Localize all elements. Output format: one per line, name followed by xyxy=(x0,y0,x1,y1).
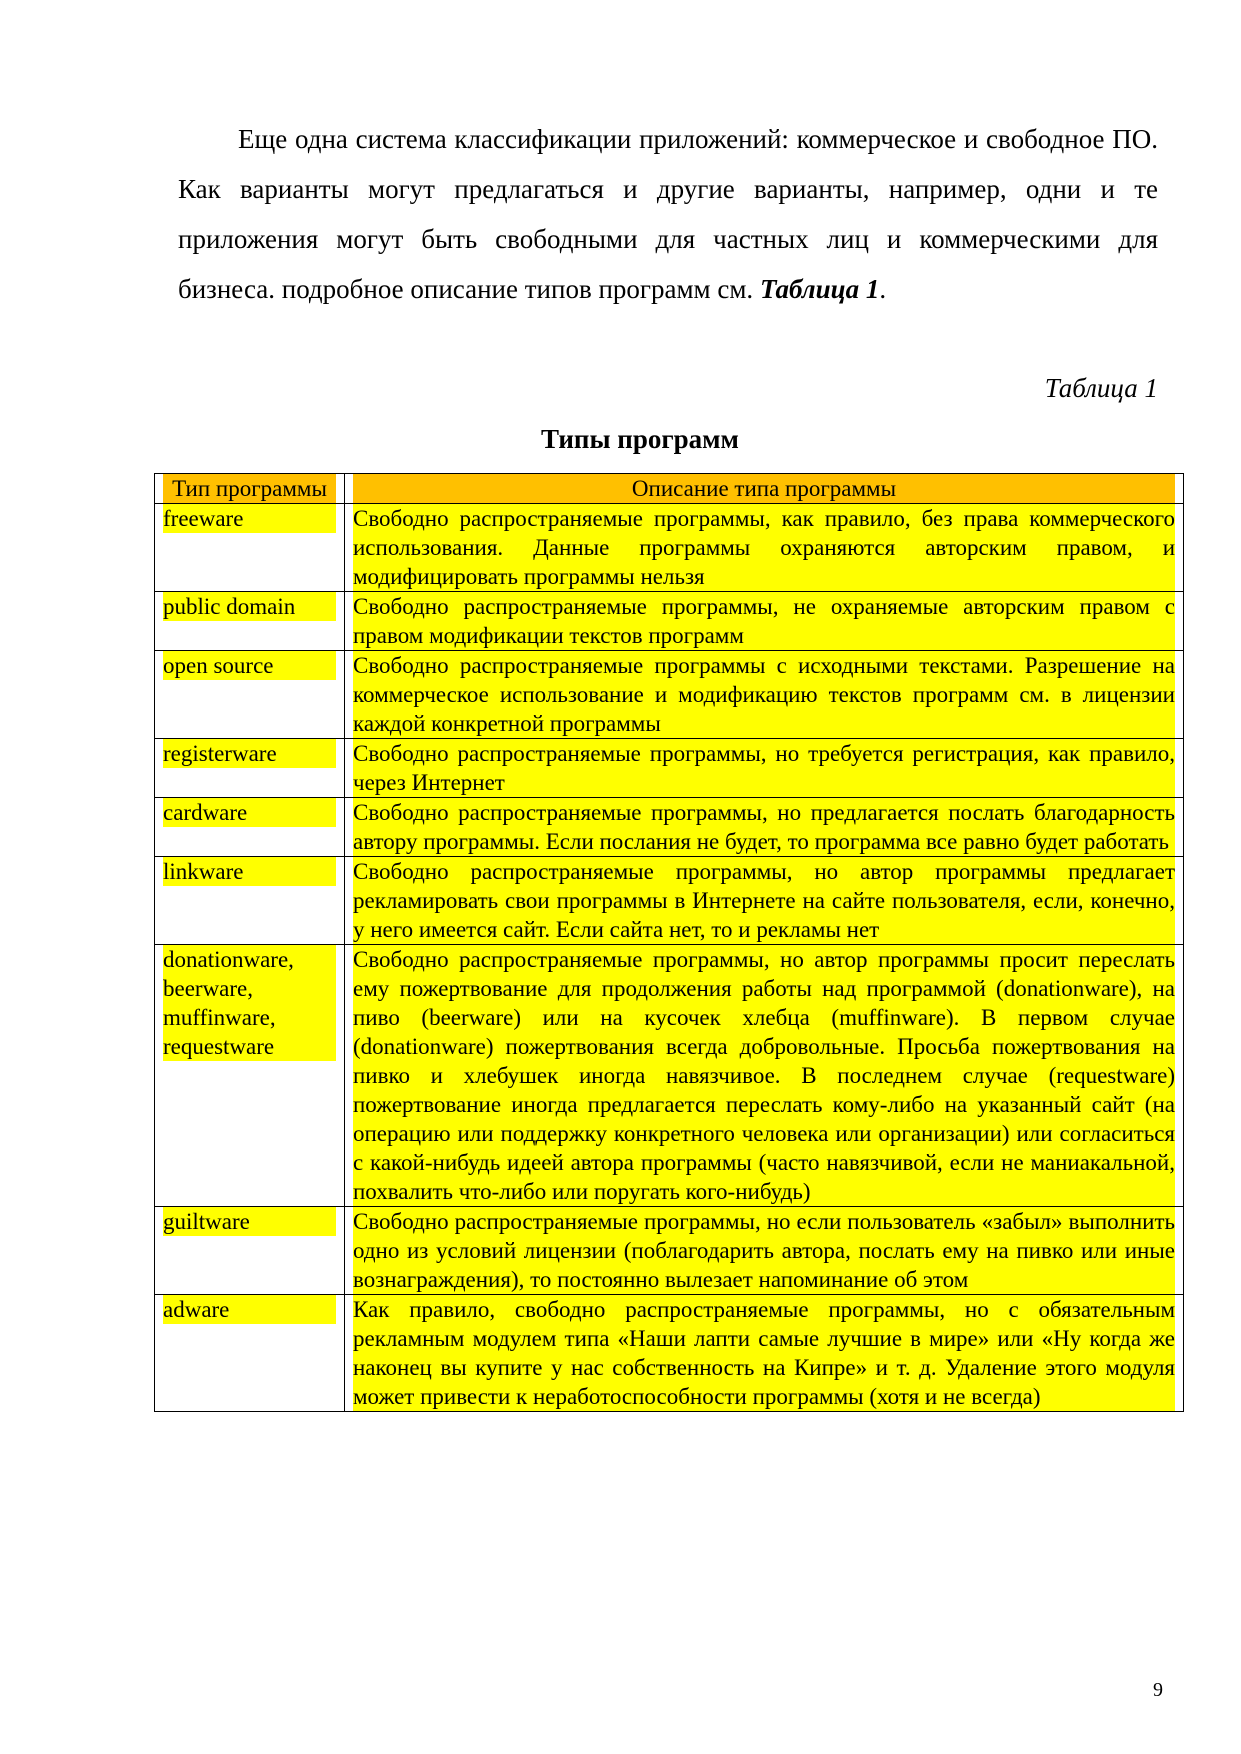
table-reference: Таблица 1 xyxy=(759,274,880,304)
header-type-cell xyxy=(155,474,345,504)
program-description: Свободно распространяемые программы, но требуется регистрация, как правило, через Интернет xyxy=(353,741,1175,795)
program-types-table xyxy=(154,473,1184,1412)
program-type: freeware xyxy=(163,504,336,533)
type-cell xyxy=(155,739,345,798)
description-cell xyxy=(345,504,1184,592)
type-cell xyxy=(155,857,345,945)
table-row xyxy=(155,592,1184,651)
table-row xyxy=(155,504,1184,592)
table-header-row xyxy=(155,474,1184,504)
description-cell xyxy=(345,1207,1184,1295)
header-type: Тип программы xyxy=(163,474,336,503)
intro-end: . xyxy=(879,274,887,304)
type-cell xyxy=(155,504,345,592)
description-cell xyxy=(345,798,1184,857)
table-row xyxy=(155,651,1184,739)
program-type: public domain xyxy=(163,592,336,621)
type-cell xyxy=(155,1295,345,1412)
header-description-cell xyxy=(345,474,1184,504)
program-type: registerware xyxy=(163,739,336,768)
program-description: Как правило, свободно распространяемые программы, но с обязательным рекламным модулем типа «Наши лапти самые лучшие в мире» или «Ну когда же наконец вы купите у нас собственность на Кипре» и т. д. Удаление этого модуля может привести к неработоспособности программы (хотя и не всегда) xyxy=(353,1297,1175,1409)
type-cell xyxy=(155,651,345,739)
description-cell xyxy=(345,1295,1184,1412)
program-description: Свободно распространяемые программы, но если пользователь «забыл» выполнить одно из условий лицензии (поблагодарить автора, послать ему на пивко или иные вознаграждения), то постоянно вылезает напоминание об этом xyxy=(353,1209,1175,1292)
header-description: Описание типа программы xyxy=(353,474,1175,503)
type-cell xyxy=(155,1207,345,1295)
table-title: Типы программ xyxy=(541,424,739,454)
table-row xyxy=(155,739,1184,798)
page-number: 9 xyxy=(1153,1679,1163,1701)
program-type: adware xyxy=(163,1295,336,1324)
table-row xyxy=(155,1207,1184,1295)
program-type: linkware xyxy=(163,857,336,886)
description-cell xyxy=(345,945,1184,1207)
description-cell xyxy=(345,739,1184,798)
program-description: Свободно распространяемые программы, не охраняемые авторским правом с правом модификации текстов программ xyxy=(353,594,1175,648)
description-cell xyxy=(345,857,1184,945)
program-type: guiltware xyxy=(163,1207,336,1236)
table-row xyxy=(155,857,1184,945)
description-cell xyxy=(345,651,1184,739)
table-row xyxy=(155,798,1184,857)
program-description: Свободно распространяемые программы, но автор программы предлагает рекламировать свои программы в Интернете на сайте пользователя, если, конечно, у него имеется сайт. Если сайта нет, то и рекламы нет xyxy=(353,859,1175,942)
program-description: Свободно распространяемые программы, но предлагается послать благодарность автору программы. Если послания не будет, то программа все равно будет работать xyxy=(353,800,1175,854)
program-description: Свободно распространяемые программы, как правило, без права коммерческого использования. Данные программы охраняются авторским правом, и модифицировать программы нельзя xyxy=(353,506,1175,589)
table-row xyxy=(155,945,1184,1207)
type-cell xyxy=(155,798,345,857)
type-cell xyxy=(155,945,345,1207)
table-number: Таблица 1 xyxy=(1044,373,1158,403)
program-type: donationware, beerware, muffinware, requestware xyxy=(163,945,336,1061)
program-description: Свободно распространяемые программы, но автор программы просит переслать ему пожертвование для продолжения работы над программой (donationware), на пиво (beerware) или на кусочек хлебца (muffinware). В первом случае (donationware) пожертвования всегда добровольные. Просьба пожертвования на пивко и хлебушек иногда навязчивое. В последнем случае (requestware) пожертвование иногда предлагается переслать кому-либо на указанный сайт (на операцию или поддержку конкретного человека или организации) или согласиться с какой-нибудь идеей автора программы (часто навязчивой, если не маниакальной, похвалить что-либо или поругать кого-нибудь) xyxy=(353,947,1175,1204)
table-row xyxy=(155,1295,1184,1412)
program-type: cardware xyxy=(163,798,336,827)
description-cell xyxy=(345,592,1184,651)
type-cell xyxy=(155,592,345,651)
intro-paragraph xyxy=(178,114,1158,314)
program-description: Свободно распространяемые программы с исходными текстами. Разрешение на коммерческое использование и модификацию текстов программ см. в лицензии каждой конкретной программы xyxy=(353,653,1175,736)
intro-text: Еще одна система классификации приложений: коммерческое и свободное ПО. Как варианты могут предлагаться и другие варианты, например, одни и те приложения могут быть свободными для частных лиц и коммерческими для бизнеса. подробное описание типов программ см. xyxy=(178,124,1158,304)
program-type: open source xyxy=(163,651,336,680)
